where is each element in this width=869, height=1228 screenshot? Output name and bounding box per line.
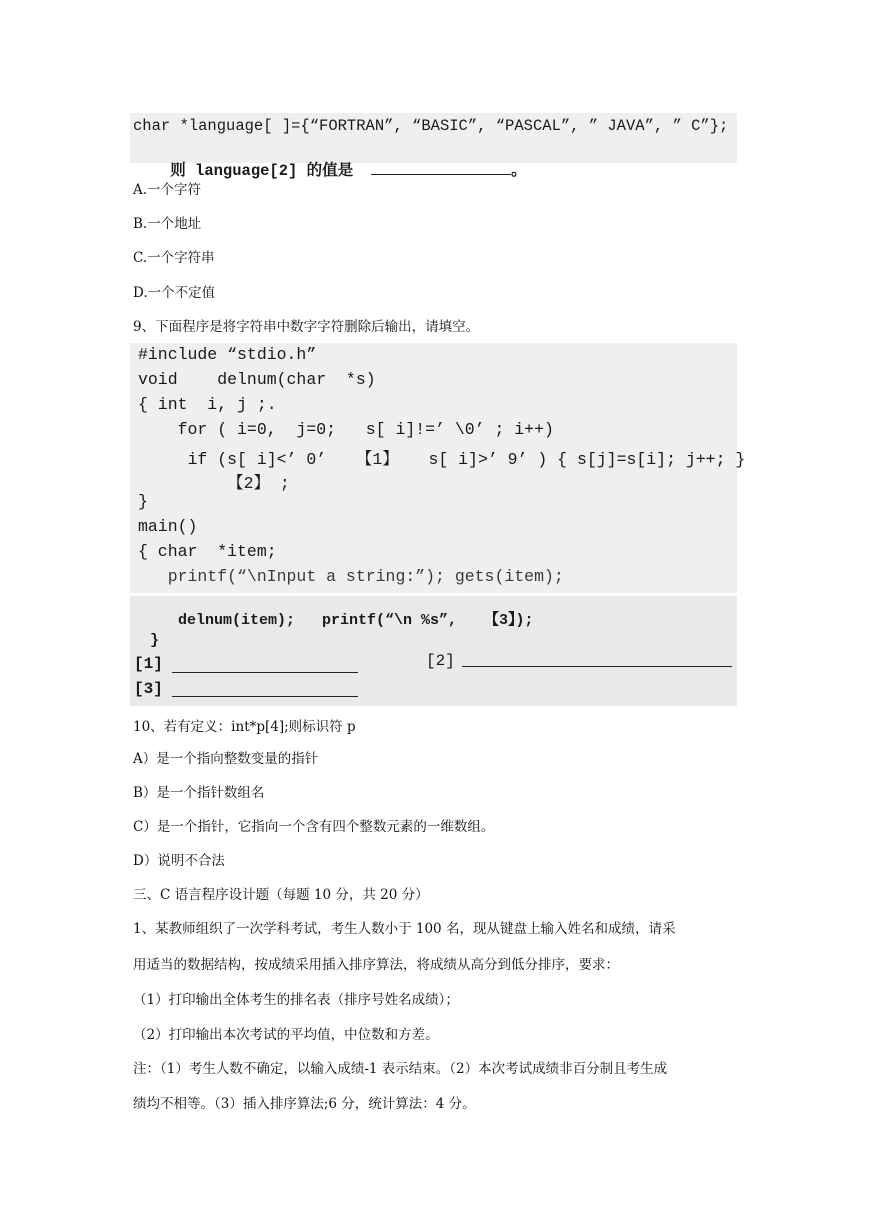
section3-line: 绩均不相等。（3）插入排序算法;6 分，统计算法：4 分。 [133,1096,476,1112]
blank-1-line [172,672,358,673]
section3-heading: 三、C 语言程序设计题（每题 10 分，共 20 分） [133,887,429,903]
code-line: void delnum(char *s) [138,370,376,389]
q8-option-a: A.一个字符 [133,182,202,198]
code-line: #include “stdio.h” [138,345,317,364]
section3-line: （1）打印输出全体考生的排名表（排序号姓名成绩）； [133,992,459,1008]
blank-2-line [462,666,732,667]
q8-option-b: B.一个地址 [133,216,202,232]
blank-2-label: [2] [426,652,455,670]
q10-title: 10、若有定义：int*p[4];则标识符 p [133,719,356,735]
blank-3-line [172,696,358,697]
code-line: { char *item; [138,542,277,561]
q10-option-c: C）是一个指针，它指向一个含有四个整数元素的一维数组。 [133,819,495,835]
section3-line: 注：（1）考生人数不确定，以输入成绩-1 表示结束。（2）本次考试成绩非百分制且考生成 [133,1061,668,1077]
code-line: } [138,492,148,511]
q9-code-scan-bottom [130,596,737,706]
q10-option-b: B）是一个指针数组名 [133,785,265,801]
q8-question-suffix: 。 [511,162,527,180]
code-line: if (s[ i]<’ 0’ 【1】 s[ i]>’ 9’ ) { s[j]=s[i]; j++; } [138,450,746,469]
blank-1-label: [1] [134,655,163,673]
q8-question-prefix: 则 language[2] 的值是 [170,162,354,180]
code-line: printf(“\nInput a string:”); gets(item); [138,567,564,586]
code-line: main() [138,517,198,536]
blank-3-label: [3] [134,680,163,698]
code-line: } [150,632,160,649]
q8-code-line: char *language[ ]={“FORTRAN”, “BASIC”, “PASCAL”, ” JAVA”, ” C”}; [133,117,729,135]
q8-answer-blank [371,174,511,175]
q8-scan-image [130,113,737,180]
code-line: 【2】 ; [138,474,290,493]
section3-line: 用适当的数据结构，按成绩采用插入排序算法，将成绩从高分到低分排序，要求： [133,957,619,973]
q8-option-d: D.一个不定值 [133,285,216,301]
q8-option-c: C.一个字符串 [133,250,215,266]
q9-code-scan-top [130,343,746,593]
code-line: { int i, j ;. [138,395,277,414]
section3-line: （2）打印输出本次考试的平均值，中位数和方差。 [133,1027,439,1043]
code-line: delnum(item); printf(“\n %s”, 【3】); [178,612,534,629]
q10-option-d: D）说明不合法 [133,853,225,869]
q10-option-a: A）是一个指向整数变量的指针 [133,751,319,767]
code-line: for ( i=0, j=0; s[ i]!=’ \0’ ; i++) [138,420,554,439]
q9-title: 9、下面程序是将字符串中数字字符删除后输出，请填空。 [133,319,480,335]
section3-line: 1、某教师组织了一次学科考试，考生人数小于 100 名，现从键盘上输入姓名和成绩，请采 [133,921,676,937]
